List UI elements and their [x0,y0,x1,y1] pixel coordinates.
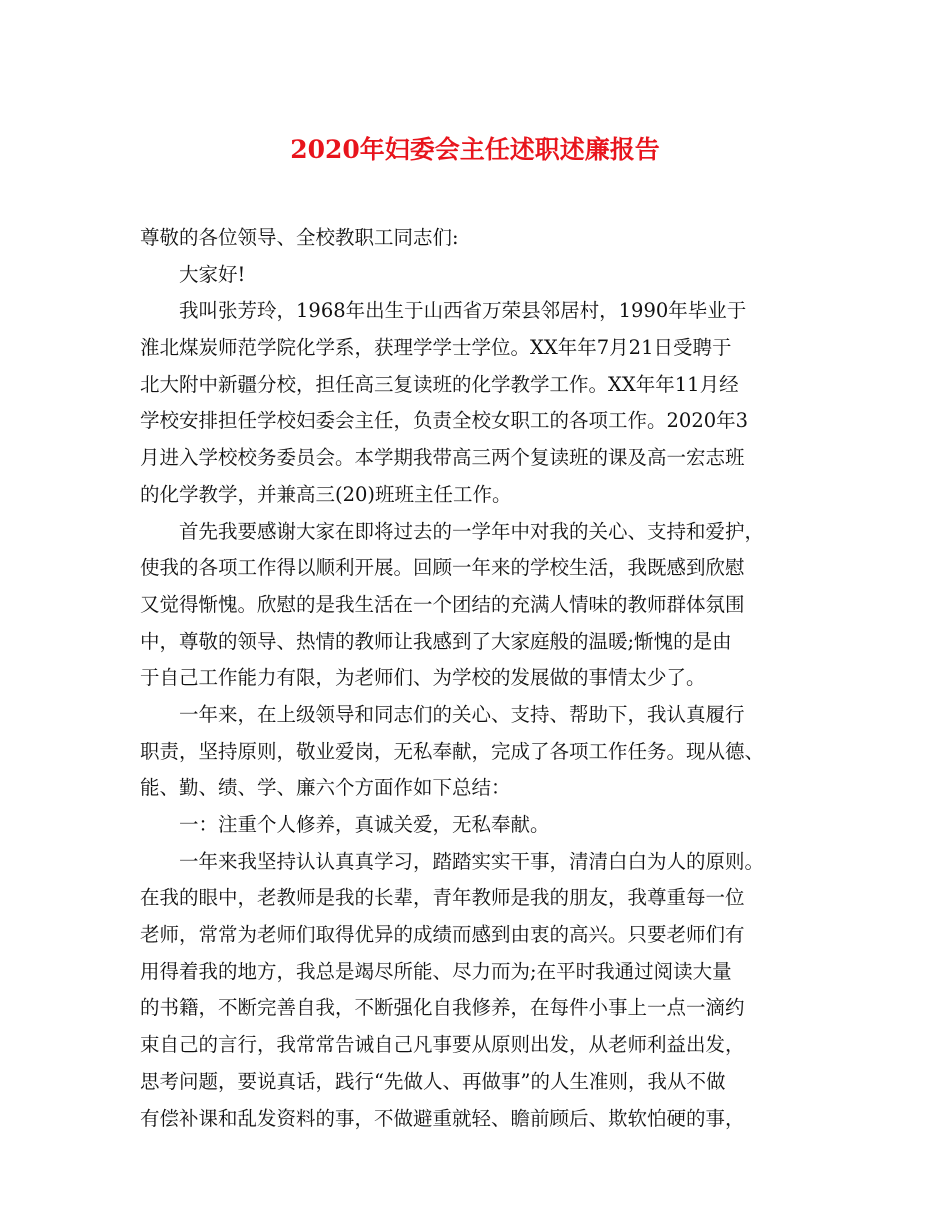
body-line: 一：注重个人修养，真诚关爱，无私奉献。 [179,813,550,836]
body-line: 使我的各项工作得以顺利开展。回顾一年来的学校生活，我既感到欣慰 [140,556,745,580]
body-line: 中，尊敬的领导、热情的教师让我感到了大家庭般的温暖;惭愧的是由 [140,629,732,653]
body-line: 淮北煤炭师范学院化学系，获理学学士学位。XX年年7月21日受聘于 [140,336,732,360]
body-line: 学校安排担任学校妇委会主任，负责全校女职工的各项工作。2020年3 [140,409,749,433]
body-line: 北大附中新疆分校，担任高三复读班的化学教学工作。XX年年11月经 [140,372,739,396]
body-line: 有偿补课和乱发资料的事，不做避重就轻、瞻前顾后、欺软怕硬的事， [140,1106,745,1130]
body-line: 于自己工作能力有限，为老师们、为学校的发展做的事情太少了。 [140,666,706,690]
body-line: 一年来我坚持认认真真学习，踏踏实实干事，清清白白为人的原则。 [179,849,765,873]
body-line: 一年来，在上级领导和同志们的关心、支持、帮助下，我认真履行 [179,702,745,726]
body-line: 职责，坚持原则，敬业爱岗，无私奉献，完成了各项工作任务。现从德、 [140,739,765,763]
body-line: 在我的眼中，老教师是我的长辈，青年教师是我的朋友，我尊重每一位 [140,886,745,910]
body-line: 首先我要感谢大家在即将过去的一学年中对我的关心、支持和爱护， [179,519,765,543]
body-line: 月进入学校校务委员会。本学期我带高三两个复读班的课及高一宏志班 [140,446,745,470]
body-line: 我叫张芳玲，1968年出生于山西省万荣县邻居村，1990年毕业于 [179,299,747,323]
body-line: 束自己的言行，我常常告诫自己凡事要从原则出发，从老师利益出发， [140,1033,745,1057]
body-line: 能、勤、绩、学、廉六个方面作如下总结： [140,776,511,800]
body-line: 又觉得惭愧。欣慰的是我生活在一个团结的充满人情味的教师群体氛围 [140,592,745,616]
body-line: 的化学教学，并兼高三(20)班班主任工作。 [140,482,512,506]
body-line: 用得着我的地方，我总是竭尽所能、尽力而为;在平时我通过阅读大量 [140,959,732,983]
body-line: 尊敬的各位领导、全校教职工同志们: [140,226,459,249]
document-body [140,220,825,1137]
body-line: 的书籍，不断完善自我，不断强化自我修养，在每件小事上一点一滴约 [140,996,745,1020]
body-line: 大家好! [179,262,246,286]
document-title: 2020年妇委会主任述职述廉报告 [290,135,660,164]
body-line: 老师，常常为老师们取得优异的成绩而感到由衷的高兴。只要老师们有 [140,923,745,947]
body-line: 思考问题，要说真话，践行“先做人、再做事”的人生准则，我从不做 [140,1069,726,1093]
